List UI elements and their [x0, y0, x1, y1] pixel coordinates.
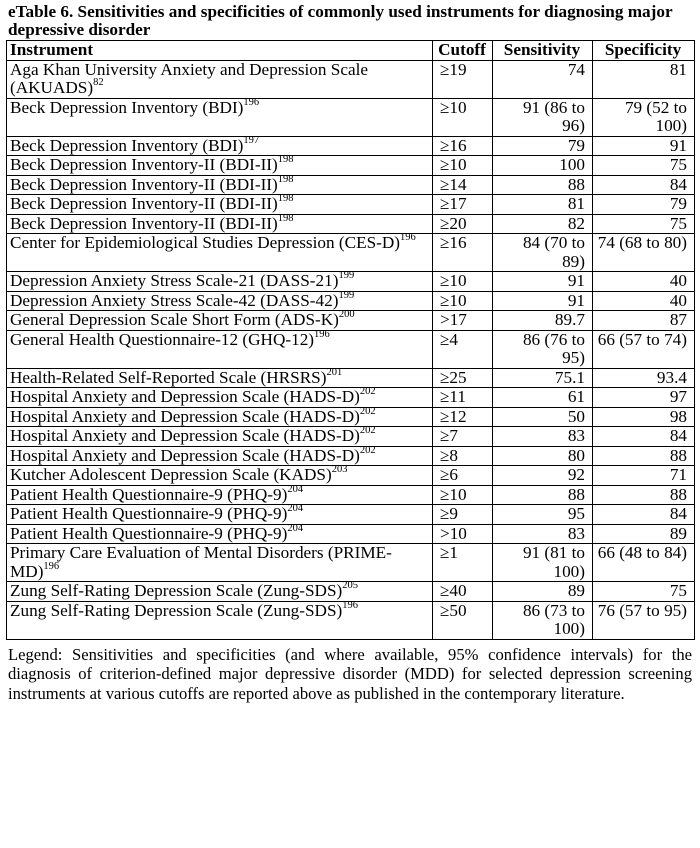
instrument-cell: [7, 505, 433, 525]
table-row: [7, 368, 695, 388]
table-row: [7, 214, 695, 234]
specificity-cell: 97: [593, 388, 695, 408]
table-row: [7, 156, 695, 176]
instrument-cell: [7, 466, 433, 486]
cutoff-cell: ≥17: [433, 195, 493, 215]
sensitivity-cell: 91: [493, 291, 593, 311]
sensitivity-cell: 91: [493, 272, 593, 292]
instrument-name: Hospital Anxiety and Depression Scale (HADS-D): [10, 406, 360, 426]
sensitivity-cell: 86 (73 to 100): [493, 601, 593, 639]
instrument-name: Primary Care Evaluation of Mental Disorders (PRIME-MD): [10, 543, 392, 581]
specificity-cell: 93.4: [593, 368, 695, 388]
table-row: [7, 272, 695, 292]
cutoff-cell: >10: [433, 524, 493, 544]
sensitivity-cell: 84 (70 to 89): [493, 234, 593, 272]
specificity-cell: 79 (52 to 100): [593, 98, 695, 136]
cutoff-cell: ≥19: [433, 60, 493, 98]
sensitivity-cell: 83: [493, 427, 593, 447]
specificity-cell: 84: [593, 175, 695, 195]
instrument-name: Patient Health Questionnaire-9 (PHQ-9): [10, 504, 288, 523]
instrument-cell: [7, 427, 433, 447]
instrument-name: Hospital Anxiety and Depression Scale (HADS-D): [10, 387, 360, 406]
specificity-cell: 79: [593, 195, 695, 215]
table-row: [7, 524, 695, 544]
document-page: [6, 3, 694, 703]
specificity-cell: 98: [593, 407, 695, 427]
sensitivity-cell: 88: [493, 175, 593, 195]
specificity-cell: 87: [593, 311, 695, 331]
table-row: [7, 485, 695, 505]
instrument-name: Hospital Anxiety and Depression Scale (HADS-D): [10, 445, 360, 465]
instrument-cell: [7, 291, 433, 311]
reference-number: 202: [359, 425, 376, 437]
instrument-cell: [7, 214, 433, 234]
sensitivity-cell: 100: [493, 156, 593, 176]
table-row: [7, 175, 695, 195]
instrument-cell: [7, 98, 433, 136]
cutoff-cell: ≥10: [433, 272, 493, 292]
reference-number: 204: [287, 503, 304, 515]
cutoff-cell: ≥11: [433, 388, 493, 408]
sensitivity-cell: 82: [493, 214, 593, 234]
table-row: [7, 582, 695, 602]
reference-number: 82: [93, 77, 104, 89]
instrument-name: General Health Questionnaire-12 (GHQ-12): [10, 329, 315, 349]
sensitivity-cell: 79: [493, 136, 593, 156]
specificity-cell: 88: [593, 485, 695, 505]
reference-number: 197: [243, 134, 260, 146]
specificity-cell: 75: [593, 156, 695, 176]
instrument-name: Beck Depression Inventory-II (BDI-II): [10, 213, 278, 233]
table-body: [7, 60, 695, 639]
table-row: [7, 466, 695, 486]
sensitivity-cell: 74: [493, 60, 593, 98]
reference-number: 199: [338, 289, 355, 301]
instrument-name: Center for Epidemiological Studies Depression (CES-D): [10, 233, 400, 252]
sensitivity-cell: 88: [493, 485, 593, 505]
cutoff-cell: ≥10: [433, 98, 493, 136]
sensitivity-cell: 91 (81 to 100): [493, 544, 593, 582]
cutoff-cell: >17: [433, 311, 493, 331]
instrument-cell: [7, 60, 433, 98]
table-row: [7, 60, 695, 98]
instrument-name: Depression Anxiety Stress Scale-21 (DASS-21): [10, 271, 339, 290]
specificity-cell: 84: [593, 505, 695, 525]
sensitivity-cell: 83: [493, 524, 593, 544]
instrument-cell: [7, 311, 433, 331]
table-title: eTable 6. Sensitivities and specificities of commonly used instruments for diagnosing major depressive disorder: [8, 2, 673, 39]
table-row: [7, 544, 695, 582]
instrument-cell: [7, 582, 433, 602]
instrument-name: Health-Related Self-Reported Scale (HRSRS): [10, 367, 327, 387]
reference-number: 204: [287, 522, 304, 534]
instrument-name: Hospital Anxiety and Depression Scale (HADS-D): [10, 426, 360, 445]
reference-number: 204: [287, 483, 304, 495]
instrument-name: Patient Health Questionnaire-9 (PHQ-9): [10, 484, 288, 504]
instrument-name: Zung Self-Rating Depression Scale (Zung-SDS): [10, 581, 343, 600]
instrument-name: Patient Health Questionnaire-9 (PHQ-9): [10, 523, 288, 543]
specificity-cell: 88: [593, 446, 695, 466]
instrument-name: Beck Depression Inventory-II (BDI-II): [10, 155, 278, 174]
instrument-cell: [7, 330, 433, 368]
header-specificity: Specificity: [593, 41, 695, 61]
sensitivity-cell: 86 (76 to 95): [493, 330, 593, 368]
header-sensitivity: Sensitivity: [493, 41, 593, 61]
cutoff-cell: ≥9: [433, 505, 493, 525]
table-header-row: [7, 41, 695, 61]
instrument-cell: [7, 175, 433, 195]
table-legend: Legend: Sensitivities and specificities (and where available, 95% confidence intervals) for the diagnosis of criterion-defined major depressive disorder (MDD) for selected depression screening instruments at various cutoffs are reported above as published in the contemporary literature.: [8, 644, 692, 703]
cutoff-cell: ≥6: [433, 466, 493, 486]
reference-number: 198: [277, 212, 294, 224]
reference-number: 203: [331, 464, 348, 476]
table-row: [7, 388, 695, 408]
cutoff-cell: ≥40: [433, 582, 493, 602]
cutoff-cell: ≥16: [433, 234, 493, 272]
instrument-name: Beck Depression Inventory (BDI): [10, 135, 244, 155]
instrument-cell: [7, 368, 433, 388]
specificity-cell: 75: [593, 214, 695, 234]
specificity-cell: 76 (57 to 95): [593, 601, 695, 639]
sensitivity-cell: 89.7: [493, 311, 593, 331]
instrument-name: Zung Self-Rating Depression Scale (Zung-SDS): [10, 600, 343, 620]
reference-number: 205: [342, 580, 358, 592]
sensitivity-cell: 81: [493, 195, 593, 215]
table-row: [7, 311, 695, 331]
instrument-name: Beck Depression Inventory (BDI): [10, 97, 244, 117]
reference-number: 198: [277, 154, 294, 166]
cutoff-cell: ≥14: [433, 175, 493, 195]
sensitivity-cell: 50: [493, 407, 593, 427]
specificity-cell: 71: [593, 466, 695, 486]
reference-number: 202: [359, 386, 376, 398]
header-instrument: Instrument: [7, 41, 433, 61]
table-row: [7, 427, 695, 447]
instrument-name: Beck Depression Inventory-II (BDI-II): [10, 194, 278, 213]
instrument-cell: [7, 234, 433, 272]
cutoff-cell: ≥4: [433, 330, 493, 368]
specificity-cell: 74 (68 to 80): [593, 234, 695, 272]
instrument-cell: [7, 156, 433, 176]
table-row: [7, 330, 695, 368]
reference-number: 196: [43, 560, 60, 572]
cutoff-cell: ≥12: [433, 407, 493, 427]
table-row: [7, 98, 695, 136]
reference-number: 196: [314, 328, 330, 340]
instrument-cell: [7, 544, 433, 582]
table-row: [7, 234, 695, 272]
table-row: [7, 407, 695, 427]
reference-number: 196: [342, 599, 358, 611]
cutoff-cell: ≥8: [433, 446, 493, 466]
instrument-cell: [7, 446, 433, 466]
specificity-cell: 91: [593, 136, 695, 156]
table-row: [7, 136, 695, 156]
cutoff-cell: ≥25: [433, 368, 493, 388]
table-row: [7, 601, 695, 639]
instrument-cell: [7, 195, 433, 215]
table-row: [7, 195, 695, 215]
table-row: [7, 291, 695, 311]
reference-number: 196: [243, 96, 260, 108]
table-row: [7, 505, 695, 525]
sensitivity-cell: 61: [493, 388, 593, 408]
cutoff-cell: ≥7: [433, 427, 493, 447]
reference-number: 198: [277, 173, 294, 185]
reference-number: 201: [326, 366, 343, 378]
instrument-cell: [7, 272, 433, 292]
specificity-cell: 89: [593, 524, 695, 544]
specificity-cell: 84: [593, 427, 695, 447]
specificity-cell: 40: [593, 291, 695, 311]
specificity-cell: 40: [593, 272, 695, 292]
cutoff-cell: ≥10: [433, 156, 493, 176]
sensitivity-cell: 92: [493, 466, 593, 486]
sensitivity-cell: 91 (86 to 96): [493, 98, 593, 136]
cutoff-cell: ≥1: [433, 544, 493, 582]
reference-number: 202: [359, 444, 376, 456]
instrument-name: Depression Anxiety Stress Scale-42 (DASS-42): [10, 290, 339, 310]
instrument-name: Beck Depression Inventory-II (BDI-II): [10, 174, 278, 194]
instrument-table: [6, 40, 695, 640]
specificity-cell: 66 (57 to 74): [593, 330, 695, 368]
specificity-cell: 81: [593, 60, 695, 98]
sensitivity-cell: 80: [493, 446, 593, 466]
sensitivity-cell: 95: [493, 505, 593, 525]
sensitivity-cell: 75.1: [493, 368, 593, 388]
instrument-cell: [7, 524, 433, 544]
instrument-name: Aga Khan University Anxiety and Depression Scale (AKUADS): [10, 59, 368, 97]
reference-number: 200: [338, 309, 355, 321]
cutoff-cell: ≥10: [433, 291, 493, 311]
reference-number: 199: [338, 270, 355, 282]
instrument-cell: [7, 407, 433, 427]
reference-number: 198: [277, 193, 294, 205]
instrument-name: General Depression Scale Short Form (ADS-K): [10, 310, 339, 329]
instrument-cell: [7, 485, 433, 505]
specificity-cell: 66 (48 to 84): [593, 544, 695, 582]
reference-number: 196: [399, 232, 416, 244]
instrument-cell: [7, 136, 433, 156]
instrument-name: Kutcher Adolescent Depression Scale (KADS): [10, 465, 332, 484]
specificity-cell: 75: [593, 582, 695, 602]
instrument-cell: [7, 601, 433, 639]
header-cutoff: Cutoff: [433, 41, 493, 61]
reference-number: 202: [359, 405, 376, 417]
cutoff-cell: ≥16: [433, 136, 493, 156]
cutoff-cell: ≥10: [433, 485, 493, 505]
cutoff-cell: ≥50: [433, 601, 493, 639]
sensitivity-cell: 89: [493, 582, 593, 602]
table-row: [7, 446, 695, 466]
instrument-cell: [7, 388, 433, 408]
cutoff-cell: ≥20: [433, 214, 493, 234]
